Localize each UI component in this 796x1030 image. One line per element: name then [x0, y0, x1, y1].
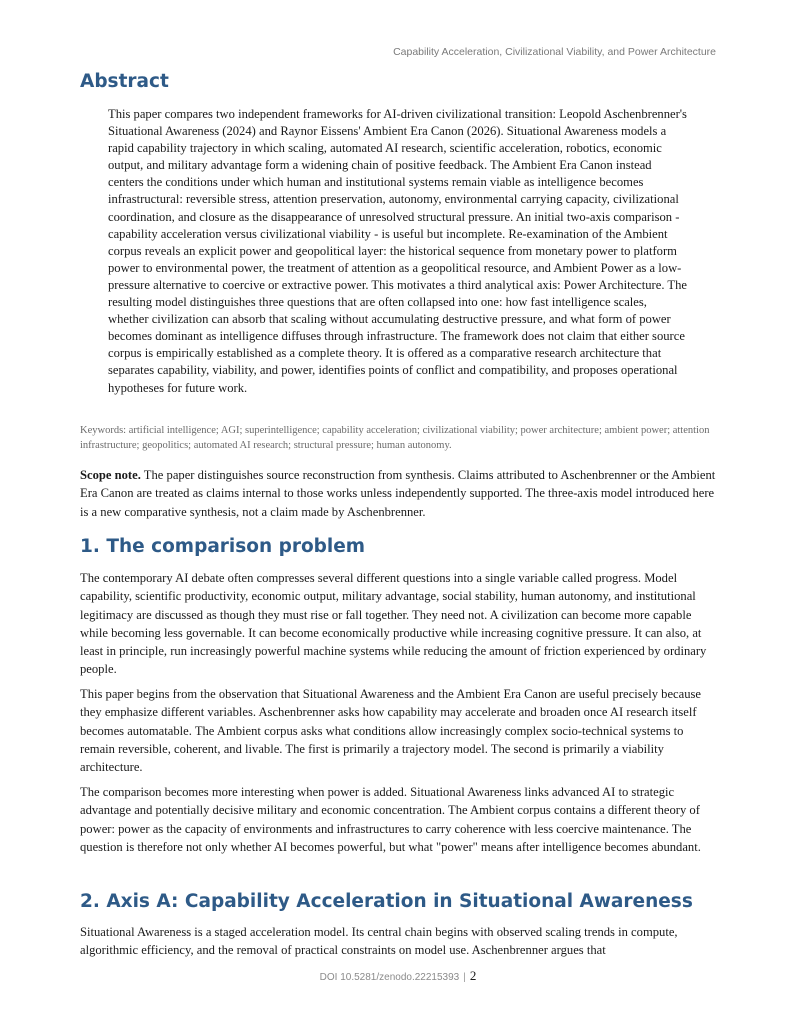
scope-note — [80, 466, 720, 521]
page-footer — [0, 968, 796, 984]
section-heading: 1. The comparison problem — [80, 536, 366, 557]
abstract-text: This paper compares two independent frameworks for AI-driven civilizational transition: Leopold Aschenbrenner's Situational Awareness (2024) and Raynor Eissens' Ambient Era Canon (2026). Situational Awareness models a rapid capability trajectory in which scaling, automated AI research, scientific acceleration, robotics, economic output, and military advantage form a widening chain of positive feedback. The Ambient Era Canon instead centers the conditions under which human and institutional systems remain viable as intelligence becomes infrastructural: reversible stress, attention preservation, autonomy, environmental carrying capacity, civilizational coordination, and closure as the disappearance of unresolved structural pressure. An initial two-axis comparison - capability acceleration versus civilizational viability - is useful but incomplete. Re-examination of the Ambient corpus reveals an explicit power and geopolitical layer: the historical sequence from monetary power to platform power to environmental power, the treatment of attention as a geopolitical resource, and Ambient Power as a low-pressure alternative to coercive or extractive power. This motivates a third analytical axis: Power Architecture. The resulting model distinguishes three questions that are often collapsed into one: how fast intelligence scales, whether civilization can absorb that scaling without accumulating destructive pressure, and what form of power becomes dominant as intelligence diffuses through infrastructure. The framework does not claim that either source corpus is empirically established as a complete theory. It is offered as a comparative research architecture that separates capability, viability, and power, identifies points of conflict and compatibility, and proposes operational hypotheses for future work. — [108, 107, 687, 395]
doi-link[interactable]: DOI 10.5281/zenodo.22215393 — [319, 972, 460, 983]
paragraph: The contemporary AI debate often compresses several different questions into a single variable called progress. Model capability, scientific productivity, economic output, military advantage, social stability, human autonomy, and institutional legitimacy are discussed as though they must rise or fall together. They need not. A civilization can become more capable while becoming less governable. It can become economically productive while increasing cognitive pressure. It can also, at least in principle, run increasingly powerful machine systems while reducing the amount of friction experienced by ordinary people. — [80, 571, 707, 677]
page-number: 2 — [469, 968, 477, 983]
paragraph: Situational Awareness is a staged acceleration model. Its central chain begins with observed scaling trends in compute, algorithmic efficiency, and the removal of practical constraints on model use. Aschenbrenner argues that — [80, 925, 678, 958]
paragraph: The comparison becomes more interesting when power is added. Situational Awareness links advanced AI to strategic advantage and potentially decisive military and economic concentration. The Ambient corpus contains a different theory of power: power as the capacity of environments and infrastructures to carry coherence with less coercive maintenance. The question is therefore not only whether AI becomes powerful, but what "power" means after intelligence becomes abundant. — [80, 785, 701, 854]
running-head: Capability Acceleration, Civilizational Viability, and Power Architecture — [393, 46, 716, 58]
paragraph: This paper begins from the observation that Situational Awareness and the Ambient Era Canon are useful precisely because they emphasize different variables. Aschenbrenner asks how capability may accelerate and broaden once AI research itself becomes automatable. The Ambient corpus asks what conditions allow increasingly complex socio-technical systems to remain reversible, coherent, and livable. The first is primarily a trajectory model. The second is primarily a viability architecture. — [80, 687, 701, 775]
abstract-heading: Abstract — [80, 71, 169, 92]
footer-separator: | — [463, 972, 466, 983]
scope-note-label: Scope note. — [80, 468, 141, 482]
scope-note-text: The paper distinguishes source reconstruction from synthesis. Claims attributed to Aschenbrenner or the Ambient Era Canon are treated as claims internal to those works unless independently supported. The three-axis model introduced here is a new comparative synthesis, not a claim made by Aschenbrenner. — [80, 468, 716, 519]
keywords: Keywords: artificial intelligence; AGI; superintelligence; capability acceleration; civilizational viability; power architecture; ambient power; attention infrastructure; geopolitics; automated AI research; structural pressure; human autonomy. — [80, 425, 710, 451]
section-heading: 2. Axis A: Capability Acceleration in Situational Awareness — [80, 891, 693, 912]
